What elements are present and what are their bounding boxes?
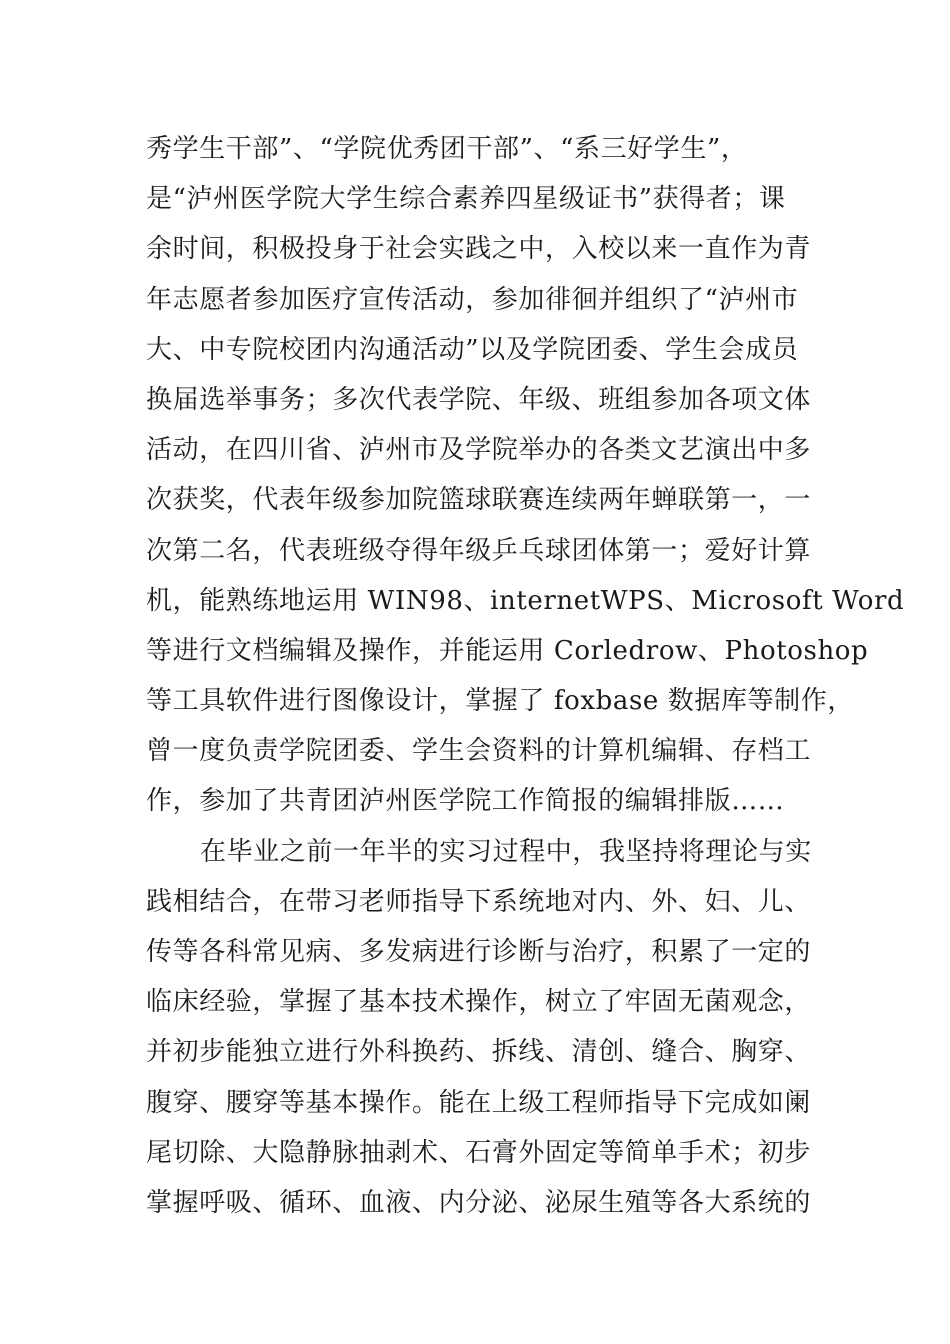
body-text xyxy=(146,124,905,1228)
text-line: 次获奖，代表年级参加院篮球联赛连续两年蝉联第一，一 xyxy=(146,485,812,516)
text-line: 机，能熟练地运用 WIN98、internetWPS、Microsoft Word xyxy=(146,585,905,616)
paragraph-first-line: 在毕业之前一年半的实习过程中，我坚持将理论与实 xyxy=(200,836,812,867)
text-line: 次第二名，代表班级夺得年级乒乓球团体第一；爱好计算 xyxy=(146,535,812,566)
text-line: 尾切除、大隐静脉抽剥术、石膏外固定等简单手术；初步 xyxy=(146,1137,812,1168)
text-line: 秀学生干部”、“学院优秀团干部”、“系三好学生”， xyxy=(146,134,748,164)
text-line: 掌握呼吸、循环、血液、内分泌、泌尿生殖等各大系统的 xyxy=(146,1187,812,1218)
text-line: 作，参加了共青团泸州医学院工作简报的编辑排版…… xyxy=(146,786,785,817)
text-line: 活动，在四川省、泸州市及学院举办的各类文艺演出中多 xyxy=(146,435,812,466)
text-line: 年志愿者参加医疗宣传活动，参加徘徊并组织了“泸州市 xyxy=(146,284,799,315)
text-line: 腹穿、腰穿等基本操作。能在上级工程师指导下完成如阑 xyxy=(146,1087,812,1118)
text-line: 换届选举事务；多次代表学院、年级、班组参加各项文体 xyxy=(146,384,812,415)
text-line: 等工具软件进行图像设计，掌握了 foxbase 数据库等制作， xyxy=(146,686,854,717)
text-line: 临床经验，掌握了基本技术操作，树立了牢固无菌观念， xyxy=(146,987,812,1018)
text-line: 曾一度负责学院团委、学生会资料的计算机编辑、存档工 xyxy=(146,736,812,767)
text-line: 大、中专院校团内沟通活动”以及学院团委、学生会成员 xyxy=(146,334,799,365)
text-line: 余时间，积极投身于社会实践之中，入校以来一直作为青 xyxy=(146,234,812,265)
text-line: 传等各科常见病、多发病进行诊断与治疗，积累了一定的 xyxy=(146,937,812,967)
text-line: 践相结合，在带习老师指导下系统地对内、外、妇、儿、 xyxy=(146,886,812,917)
text-line: 等进行文档编辑及操作，并能运用 Corledrow、Photoshop xyxy=(146,635,869,666)
text-line: 并初步能独立进行外科换药、拆线、清创、缝合、胸穿、 xyxy=(146,1037,812,1068)
text-line: 是“泸州医学院大学生综合素养四星级证书”获得者；课 xyxy=(146,184,786,215)
